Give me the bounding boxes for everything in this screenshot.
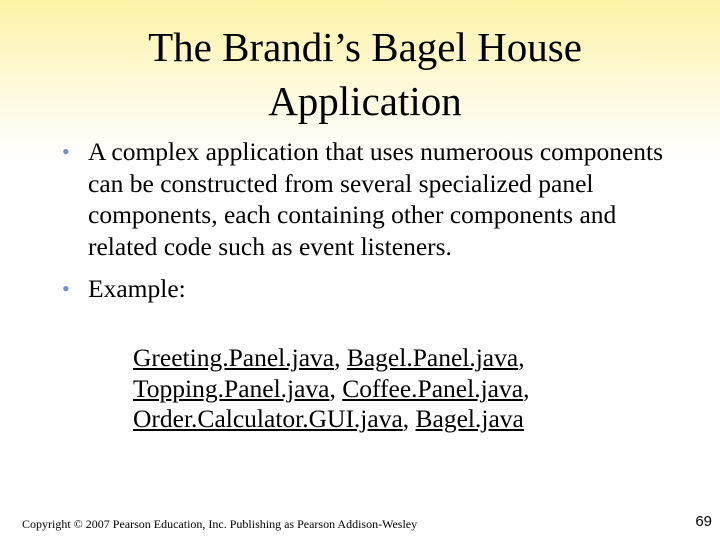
- example-line: [133, 404, 529, 435]
- file-link-coffee-panel[interactable]: Coffee.Panel.java: [342, 373, 524, 403]
- separator: ,: [402, 404, 416, 433]
- file-link-topping-panel[interactable]: Topping.Panel.java: [133, 373, 330, 403]
- bullet-list: [62, 136, 682, 305]
- file-link-bagel[interactable]: Bagel.java: [415, 404, 524, 433]
- slide-title: [60, 20, 670, 128]
- bullet-text: Example:: [88, 274, 186, 303]
- example-line: [133, 374, 529, 405]
- line-end-comma: ,: [523, 373, 530, 403]
- line-end-comma: ,: [518, 343, 525, 372]
- file-link-greeting-panel[interactable]: Greeting.Panel.java: [133, 343, 335, 372]
- page-number: 69: [695, 513, 712, 530]
- separator: ,: [329, 373, 343, 403]
- bullet-item-example: [62, 273, 682, 305]
- file-link-bagel-panel[interactable]: Bagel.Panel.java: [346, 343, 519, 372]
- example-file-list: [133, 343, 529, 435]
- bullet-marker: •: [62, 139, 70, 164]
- bullet-item-description: [62, 136, 682, 262]
- example-line: [133, 343, 529, 374]
- file-link-order-calculator-gui[interactable]: Order.Calculator.GUI.java: [133, 404, 403, 433]
- bullet-text: A complex application that uses numeroous components can be constructed from several specialized panel components, each containing other components and related code such as event listeners.: [88, 137, 664, 261]
- slide-title-line-2: Application: [268, 78, 462, 124]
- copyright-footer: Copyright © 2007 Pearson Education, Inc. Publishing as Pearson Addison-Wesley: [22, 517, 418, 531]
- separator: ,: [334, 343, 347, 372]
- slide-title-line-1: The Brandi’s Bagel House: [148, 24, 582, 70]
- bullet-marker: •: [62, 276, 70, 301]
